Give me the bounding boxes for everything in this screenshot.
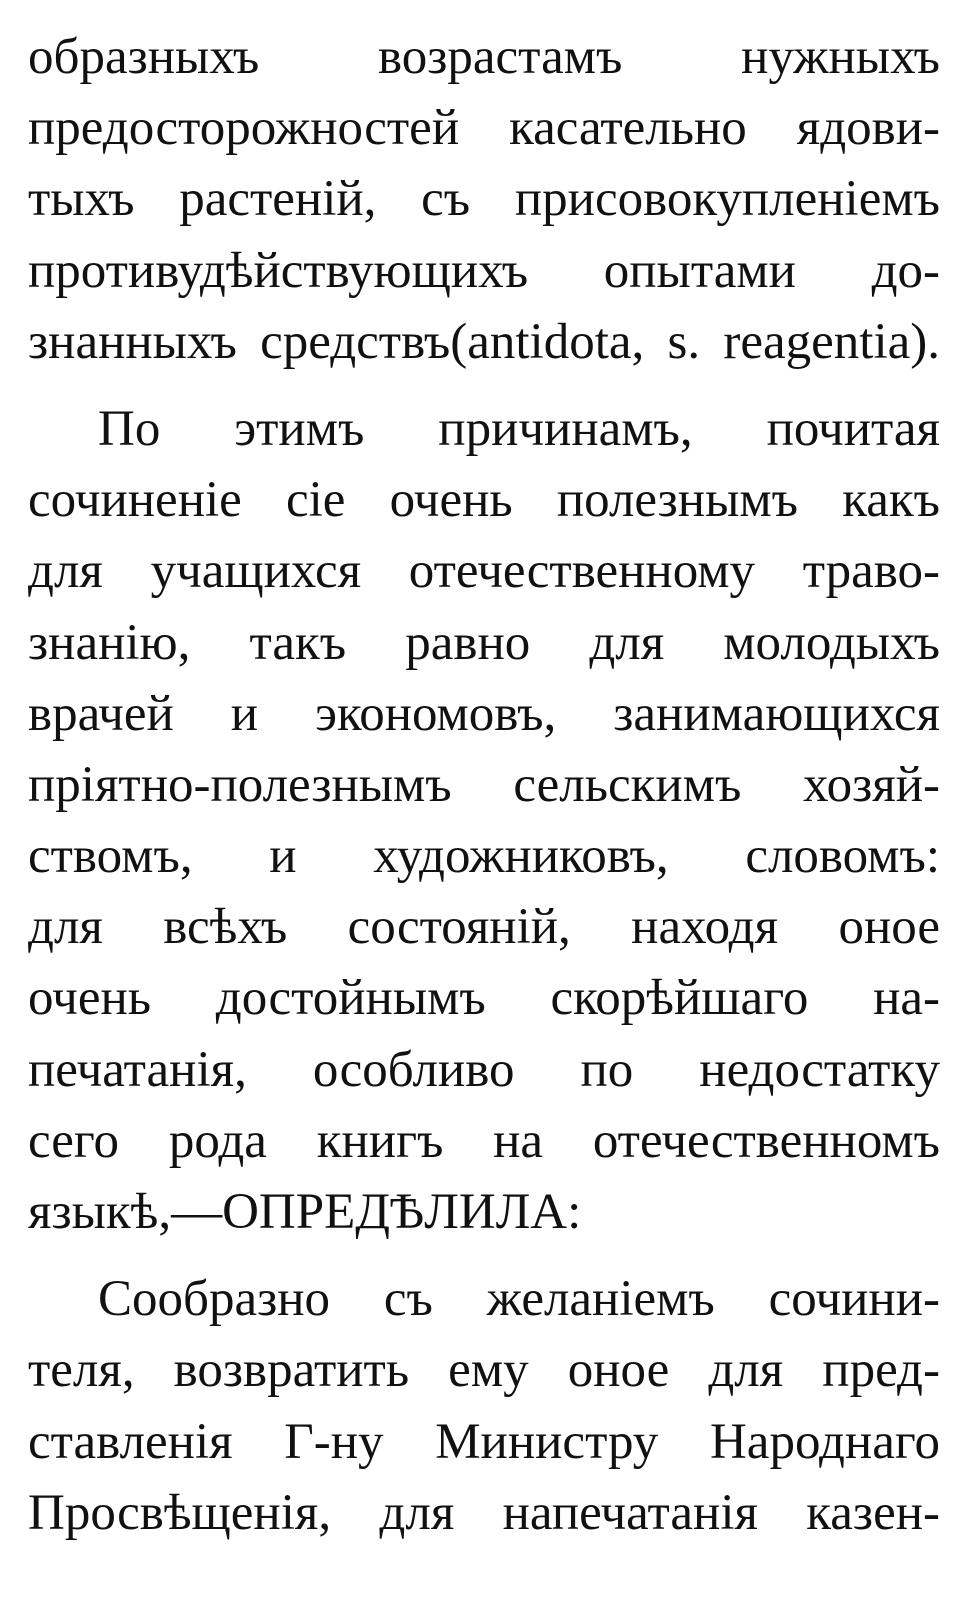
text-line: очень достойнымъ скорѣйшаго на- bbox=[28, 970, 940, 1027]
text-line: знанныхъ средствъ(antidota, s. reagentia). bbox=[28, 313, 940, 370]
text-line: печатанiя, особливо по недостатку bbox=[28, 1041, 940, 1098]
text-line: знанiю, такъ равно для молодыхъ bbox=[28, 614, 940, 671]
paragraph-1 bbox=[28, 22, 940, 378]
text-line: ствомъ, и художниковъ, словомъ: bbox=[28, 828, 940, 885]
text-line: врачей и экономовъ, занимающихся bbox=[28, 685, 940, 742]
text-line: сочиненiе сiе очень полезнымъ какъ bbox=[28, 472, 940, 529]
text-line: Просвѣщенiя, для напечатанiя казен- bbox=[28, 1484, 940, 1541]
paragraph-2 bbox=[28, 394, 940, 1248]
text-line: прiятно-полезнымъ сельскимъ хозяй- bbox=[28, 756, 940, 813]
text-line: теля, возвратить ему оное для пред- bbox=[28, 1342, 940, 1399]
text-line: тыхъ растенiй, съ присовокупленiемъ bbox=[28, 171, 940, 228]
text-line: языкѣ,—ОПРЕДѢЛИЛА: bbox=[28, 1184, 582, 1240]
text-line: Сообразно съ желанiемъ сочини- bbox=[98, 1271, 940, 1328]
text-line: сего рода книгъ на отечественномъ bbox=[28, 1112, 940, 1169]
text-line: образныхъ возрастамъ нужныхъ bbox=[28, 29, 940, 85]
paragraph-3 bbox=[28, 1264, 940, 1549]
text-line: ставленiя Г-ну Министру Народнаго bbox=[28, 1413, 940, 1470]
text-line: противудѣйствующихъ опытами до- bbox=[28, 242, 940, 299]
text-line: для всѣхъ состоянiй, находя оное bbox=[28, 899, 940, 956]
text-line: По этимъ причинамъ, почитая bbox=[98, 400, 940, 457]
text-line: предосторожностей касательно ядови- bbox=[28, 100, 940, 157]
document-page bbox=[28, 22, 940, 1549]
text-line: для учащихся отечественному траво- bbox=[28, 543, 940, 600]
